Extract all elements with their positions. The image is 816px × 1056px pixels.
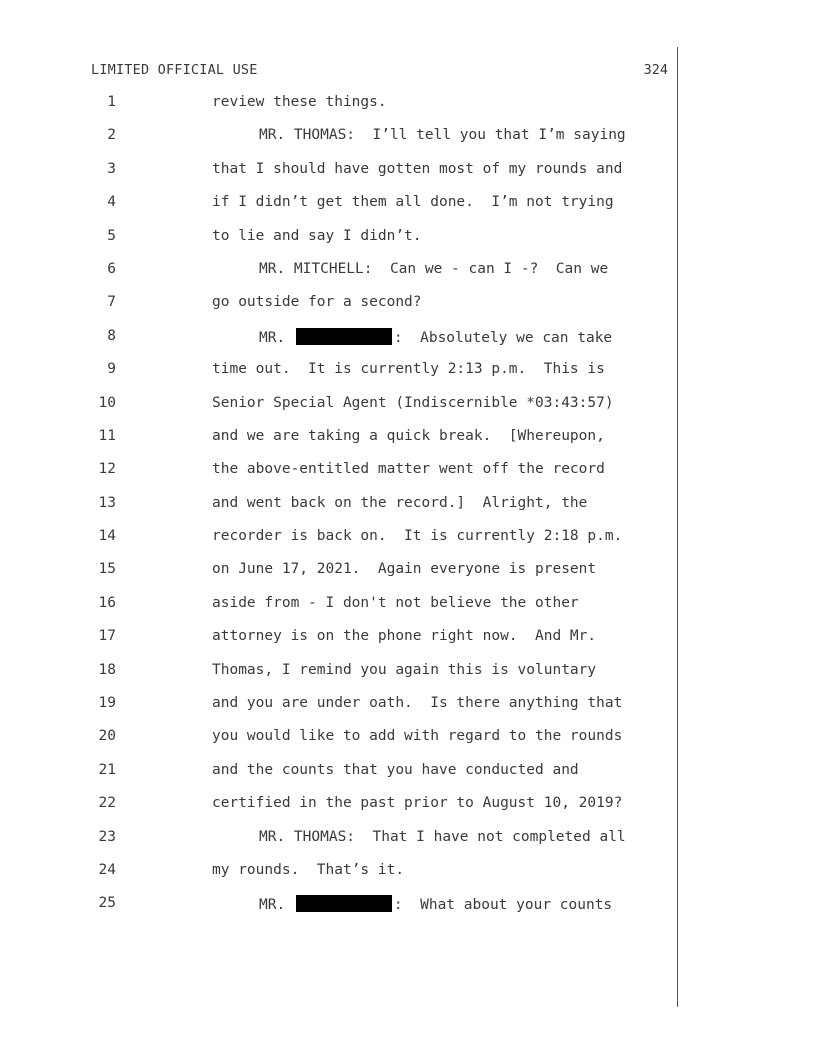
redaction-bar bbox=[296, 328, 392, 345]
transcript-line bbox=[0, 228, 816, 261]
transcript-line bbox=[0, 461, 816, 494]
line-text: MR. THOMAS: I’ll tell you that I’m saying bbox=[259, 127, 626, 144]
line-number: 21 bbox=[98, 761, 116, 778]
line-number: 22 bbox=[98, 795, 116, 812]
transcript-line bbox=[0, 194, 816, 227]
line-text: Senior Special Agent (Indiscernible *03:43:57) bbox=[212, 394, 614, 411]
line-text: that I should have gotten most of my rounds and bbox=[212, 160, 623, 177]
line-text: and we are taking a quick break. [Whereupon, bbox=[212, 427, 605, 444]
line-number: 13 bbox=[98, 494, 116, 511]
speaker-remark: : Absolutely we can take bbox=[393, 329, 613, 346]
line-text: MR. THOMAS: That I have not completed all bbox=[259, 828, 626, 845]
transcript-line bbox=[0, 127, 816, 160]
line-text: Thomas, I remind you again this is voluntary bbox=[212, 661, 597, 678]
transcript-line bbox=[0, 895, 816, 928]
line-number: 25 bbox=[98, 895, 116, 912]
transcript-line bbox=[0, 161, 816, 194]
transcript-line bbox=[0, 428, 816, 461]
line-text: recorder is back on. It is currently 2:18 p.m. bbox=[212, 528, 623, 545]
line-number: 5 bbox=[107, 227, 116, 244]
line-number: 10 bbox=[98, 394, 116, 411]
line-number: 9 bbox=[107, 361, 116, 378]
transcript-line bbox=[0, 495, 816, 528]
page-header bbox=[91, 62, 668, 82]
line-number: 4 bbox=[107, 194, 116, 211]
line-text: and you are under oath. Is there anything that bbox=[212, 695, 623, 712]
line-number: 16 bbox=[98, 594, 116, 611]
line-number: 6 bbox=[107, 260, 116, 277]
line-number: 23 bbox=[98, 828, 116, 845]
line-text bbox=[259, 895, 612, 913]
line-text: certified in the past prior to August 10, 2019? bbox=[212, 795, 623, 812]
line-number: 19 bbox=[98, 695, 116, 712]
transcript-line bbox=[0, 294, 816, 327]
line-text: go outside for a second? bbox=[212, 294, 422, 311]
line-number: 14 bbox=[98, 528, 116, 545]
transcript-line bbox=[0, 862, 816, 895]
line-number: 1 bbox=[107, 94, 116, 110]
line-text: attorney is on the phone right now. And Mr. bbox=[212, 628, 597, 645]
speaker-remark: : What about your counts bbox=[393, 897, 613, 914]
transcript-line bbox=[0, 662, 816, 695]
transcript-line bbox=[0, 395, 816, 428]
page-number: 324 bbox=[643, 62, 668, 78]
transcript-line bbox=[0, 328, 816, 361]
transcript-line bbox=[0, 695, 816, 728]
classification-label: LIMITED OFFICIAL USE bbox=[91, 62, 258, 78]
transcript-line bbox=[0, 561, 816, 594]
line-text: and went back on the record.] Alright, the bbox=[212, 494, 588, 511]
line-text: if I didn’t get them all done. I’m not trying bbox=[212, 194, 614, 211]
line-text: time out. It is currently 2:13 p.m. This is bbox=[212, 361, 605, 378]
transcript-body bbox=[0, 94, 816, 929]
line-number: 20 bbox=[98, 728, 116, 745]
line-number: 12 bbox=[98, 461, 116, 478]
transcript-line bbox=[0, 361, 816, 394]
line-text: the above-entitled matter went off the record bbox=[212, 461, 605, 478]
line-number: 2 bbox=[107, 127, 116, 144]
transcript-line bbox=[0, 795, 816, 828]
transcript-line bbox=[0, 628, 816, 661]
line-text bbox=[259, 328, 612, 346]
line-number: 11 bbox=[98, 427, 116, 444]
line-number: 15 bbox=[98, 561, 116, 578]
speaker-prefix: MR. bbox=[259, 329, 294, 346]
line-number: 8 bbox=[107, 327, 116, 344]
line-number: 3 bbox=[107, 160, 116, 177]
transcript-line bbox=[0, 829, 816, 862]
line-text: my rounds. That’s it. bbox=[212, 861, 405, 878]
line-number: 18 bbox=[98, 661, 116, 678]
line-number: 24 bbox=[98, 861, 116, 878]
transcript-line bbox=[0, 728, 816, 761]
line-text: on June 17, 2021. Again everyone is present bbox=[212, 561, 597, 578]
line-number: 7 bbox=[107, 294, 116, 311]
line-text: MR. MITCHELL: Can we - can I -? Can we bbox=[259, 260, 609, 277]
transcript-line bbox=[0, 762, 816, 795]
speaker-prefix: MR. bbox=[259, 897, 294, 914]
transcript-line bbox=[0, 595, 816, 628]
transcript-line bbox=[0, 94, 816, 127]
line-text: review these things. bbox=[212, 94, 387, 110]
line-text: and the counts that you have conducted and bbox=[212, 761, 579, 778]
redaction-bar bbox=[296, 895, 392, 912]
line-number: 17 bbox=[98, 628, 116, 645]
line-text: aside from - I don't not believe the other bbox=[212, 594, 579, 611]
transcript-line bbox=[0, 261, 816, 294]
line-text: to lie and say I didn’t. bbox=[212, 227, 422, 244]
transcript-line bbox=[0, 528, 816, 561]
line-text: you would like to add with regard to the rounds bbox=[212, 728, 623, 745]
